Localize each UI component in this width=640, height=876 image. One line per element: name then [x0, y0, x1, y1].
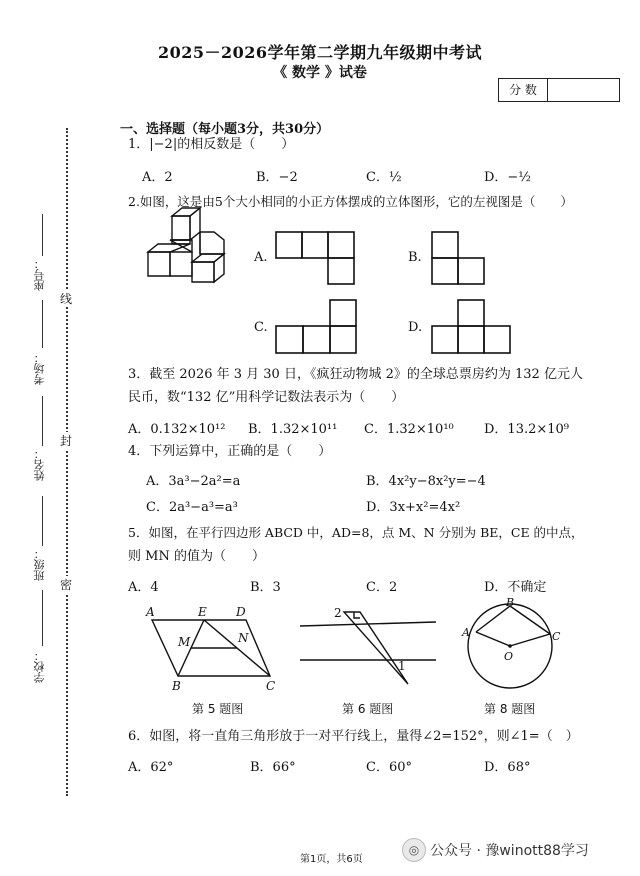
q1-option-d: D．−½ — [484, 170, 531, 185]
fig8-caption: 第 8 题图 — [484, 702, 536, 716]
fig5-point-b: B — [172, 679, 181, 693]
q1-option-a: A．2 — [142, 170, 173, 185]
watermark: 公众号 · 豫winott88学习 — [430, 843, 589, 859]
wechat-logo-icon: ◎ — [402, 838, 426, 862]
cut-mark-xian: 线 — [60, 292, 73, 306]
q6-option-c: C．60° — [366, 760, 412, 775]
fig8-point-c: C — [552, 630, 561, 643]
fig8-point-b: B — [506, 596, 515, 609]
q4-option-b: B．4x²y−8x²y=−4 — [366, 474, 486, 489]
q6-stem: 6．如图，将一直角三角形放于一对平行线上，量得∠2=152°，则∠1=（ ） — [128, 729, 579, 744]
room-label: 考场： — [33, 352, 46, 385]
q2-stem: 2.如图，这是由5个大小相同的小正方体摆成的立体图形，它的左视图是（ ） — [128, 194, 573, 209]
q4-option-d: D．3x+x²=4x² — [366, 500, 461, 515]
q5-option-a: A．4 — [128, 580, 159, 595]
cut-mark-mi: 密 — [60, 578, 73, 592]
q6-option-d: D．68° — [484, 760, 531, 775]
q5-option-c: C．2 — [366, 580, 398, 595]
q3-option-b: B．1.32×10¹¹ — [248, 422, 338, 437]
q6-option-b: B．66° — [250, 760, 296, 775]
fig8-point-o: O — [504, 650, 514, 663]
fig5-point-n: N — [238, 631, 249, 645]
q3-stem-line1: 3．截至 2026 年 3 月 30 日，《疯狂动物城 2》的全球总票房约为 132 亿元人 — [128, 367, 583, 382]
score-label: 分 数 — [499, 79, 548, 101]
fig6-caption: 第 6 题图 — [342, 702, 394, 716]
class-label: 班级： — [33, 548, 46, 581]
school-label: 学校： — [33, 650, 46, 683]
q4-option-c: C．2a³−a³=a³ — [146, 500, 238, 515]
section-heading: 一、选择题（每小题3分，共30分） — [120, 122, 330, 137]
fig5-point-m: M — [178, 635, 191, 649]
fig6-parallel-triangle — [300, 612, 436, 684]
q1-option-c: C．½ — [366, 170, 402, 185]
q2-label-b: B. — [408, 250, 422, 265]
q3-option-c: C．1.32×10¹⁰ — [364, 422, 454, 437]
q5-stem-line1: 5．如图，在平行四边形 ABCD 中，AD=8，点 M、N 分别为 BE，CE 的中点， — [128, 525, 584, 540]
q3-stem-line2: 民币，数“132 亿”用科学记数法表示为（ ） — [128, 390, 405, 405]
fig6-angle-1: 1 — [398, 659, 406, 673]
seat-label: 座号： — [33, 258, 46, 291]
fig5-parallelogram — [152, 620, 270, 676]
page-number: 第1页，共6页 — [300, 854, 363, 865]
fig6-angle-2: 2 — [334, 606, 342, 620]
q5-option-b: B．3 — [250, 580, 281, 595]
q2-label-d: D. — [408, 320, 423, 335]
fig5-caption: 第 5 题图 — [192, 702, 244, 716]
cut-mark-feng: 封 — [60, 434, 73, 448]
q2-label-c: C. — [254, 320, 268, 335]
name-label: 姓名： — [33, 448, 46, 481]
fig8-point-a: A — [462, 626, 470, 639]
q3-option-d: D．13.2×10⁹ — [484, 422, 570, 437]
fig5-point-c: C — [266, 679, 276, 693]
q4-option-a: A．3a³−2a²=a — [146, 474, 241, 489]
q5-stem-line2: 则 MN 的值为（ ） — [128, 549, 265, 564]
q2-label-a: A. — [254, 250, 268, 265]
fig8-center-dot — [508, 644, 512, 648]
q1-stem: 1．|−2|的相反数是（ ） — [128, 137, 295, 152]
q1-option-b: B．−2 — [256, 170, 298, 185]
exam-subtitle: 《 数学 》试卷 — [273, 65, 367, 81]
fig5-point-a: A — [146, 605, 155, 619]
exam-title: 2025－2026学年第二学期九年级期中考试 — [157, 43, 483, 62]
fig5-point-e: E — [198, 605, 207, 619]
q3-option-a: A．0.132×10¹² — [128, 422, 226, 437]
q4-stem: 4．下列运算中，正确的是（ ） — [128, 444, 332, 459]
q5-option-d: D．不确定 — [484, 580, 547, 595]
fig5-point-d: D — [236, 605, 246, 619]
q6-option-a: A．62° — [128, 760, 174, 775]
